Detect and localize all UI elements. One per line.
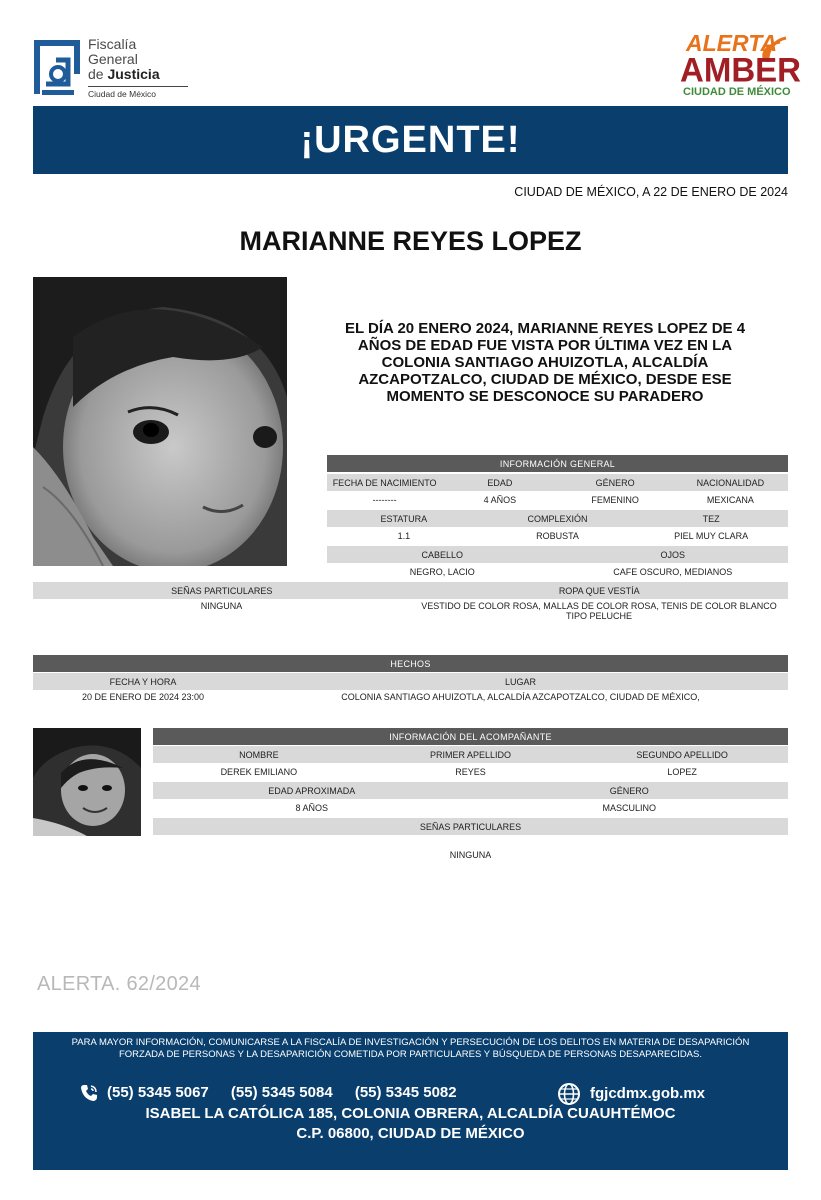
- companion-name-value: DEREK EMILIANO: [220, 767, 298, 777]
- datetime-value: 20 DE ENERO DE 2024 23:00: [81, 692, 205, 702]
- phone-number-2[interactable]: (55) 5345 5084: [230, 1084, 333, 1101]
- globe-icon: [557, 1082, 581, 1106]
- disappearance-description: EL DÍA 20 ENERO 2024, MARIANNE REYES LOPEZ DE 4 AÑOS DE EDAD FUE VISTA POR ÚLTIMA VEZ EN LA COLONIA SANTIAGO AHUIZOTLA, ALCALDÍA AZCAPOTZALCO, CIUDAD DE MÉXICO, DESDE ESE MOMENTO SE DESCONOCE SU PARADERO: [344, 320, 746, 405]
- clothes-value-line1: VESTIDO DE COLOR ROSA, MALLAS DE COLOR ROSA, TENIS DE COLOR BLANCO: [421, 601, 777, 611]
- height-label: ESTATURA: [380, 513, 428, 524]
- build-label: COMPLEXIÓN: [527, 513, 588, 524]
- amber-logo-line1: ALERTA: [686, 30, 778, 56]
- phone-numbers: [107, 1084, 475, 1101]
- marks-clothes-labels-row: [33, 582, 788, 599]
- clothes-label: ROPA QUE VESTÍA: [558, 585, 640, 596]
- hair-label: CABELLO: [421, 549, 464, 560]
- companion-surname2-value: LOPEZ: [667, 767, 697, 777]
- companion-age-values-row: [153, 801, 788, 815]
- phone-number-1[interactable]: (55) 5345 5067: [107, 1084, 209, 1101]
- companion-surname1-label: PRIMER APELLIDO: [429, 749, 512, 760]
- build-value: ROBUSTA: [536, 531, 579, 541]
- companion-age-value: 8 AÑOS: [295, 803, 328, 813]
- companion-surname1-value: REYES: [455, 767, 486, 777]
- companion-header: INFORMACIÓN DEL ACOMPAÑANTE: [153, 728, 788, 745]
- companion-surname2-label: SEGUNDO APELLIDO: [636, 749, 728, 760]
- facts-labels-row: [33, 673, 788, 690]
- age-value: 4 AÑOS: [483, 495, 517, 505]
- urgent-title: ¡URGENTE!: [300, 118, 521, 161]
- clothes-value-line2: TIPO PELUCHE: [565, 611, 632, 621]
- facts-header: HECHOS: [33, 655, 788, 672]
- general-info-values-row2: [327, 528, 788, 544]
- birthdate-value: --------: [372, 495, 397, 505]
- agency-name-line3-bold: Justicia: [107, 66, 160, 82]
- nationality-value: MEXICANA: [706, 495, 754, 505]
- amber-logo-line3: CIUDAD DE MÉXICO: [683, 86, 791, 98]
- general-info-labels-row1: [327, 474, 788, 491]
- general-info-values-row1: [327, 492, 788, 508]
- fgj-logo: [32, 34, 172, 100]
- companion-gender-label: GÉNERO: [609, 785, 649, 796]
- alert-number: ALERTA. 62/2024: [37, 973, 201, 995]
- general-info-labels-row2: [327, 510, 788, 527]
- general-info-header: INFORMACIÓN GENERAL: [327, 455, 788, 472]
- amber-logo-line2: AMBER: [680, 50, 801, 89]
- footer-info-line1: PARA MAYOR INFORMACIÓN, COMUNICARSE A LA FISCALÍA DE INVESTIGACIÓN Y PERSECUCIÓN DE LOS DELITOS EN MATERIA DE DESAPARICIÓN: [71, 1037, 750, 1048]
- footer-info-line2: FORZADA DE PERSONAS Y LA DESAPARICIÓN COMETIDA POR PARTICULARES Y BÚSQUEDA DE PERSONAS DESAPARECIDAS.: [118, 1049, 702, 1060]
- companion-age-label: EDAD APROXIMADA: [268, 785, 356, 796]
- general-info-values-row3: [327, 564, 788, 580]
- height-value: 1.1: [397, 531, 411, 541]
- companion-gender-value: MASCULINO: [602, 803, 656, 813]
- companion-name-label: NOMBRE: [239, 749, 279, 760]
- phone-icon: [79, 1083, 99, 1103]
- marks-label: SEÑAS PARTICULARES: [171, 585, 273, 596]
- footer-info: [33, 1037, 788, 1061]
- address-line1: ISABEL LA CATÓLICA 185, COLONIA OBRERA, ALCALDÍA CUAUHTÉMOC: [145, 1105, 676, 1122]
- companion-photo: [33, 728, 141, 836]
- companion-age-labels-row: [153, 782, 788, 799]
- marks-value: NINGUNA: [200, 601, 243, 611]
- gender-label: GÉNERO: [595, 477, 635, 488]
- birthdate-label: FECHA DE NACIMIENTO: [332, 477, 437, 488]
- companion-marks-label: SEÑAS PARTICULARES: [153, 818, 788, 835]
- companion-name-labels-row: [153, 746, 788, 763]
- gender-value: FEMENINO: [591, 495, 639, 505]
- facts-values-row: [33, 691, 788, 703]
- eyes-label: OJOS: [660, 549, 685, 560]
- footer: [33, 1032, 788, 1170]
- missing-person-name: MARIANNE REYES LOPEZ: [239, 226, 582, 256]
- website-link[interactable]: fgjcdmx.gob.mx: [590, 1085, 706, 1102]
- skin-value: PIEL MUY CLARA: [674, 531, 749, 541]
- nationality-label: NACIONALIDAD: [696, 477, 765, 488]
- urgent-banner: [33, 106, 788, 174]
- address-line2: C.P. 06800, CIUDAD DE MÉXICO: [296, 1125, 525, 1142]
- fgj-emblem-icon: [32, 34, 82, 98]
- datetime-label: FECHA Y HORA: [109, 676, 177, 687]
- agency-name-line3: [88, 67, 160, 82]
- age-label: EDAD: [487, 477, 513, 488]
- place-label: LUGAR: [504, 676, 536, 687]
- amber-alert-logo: [680, 30, 801, 102]
- general-info-labels-row3: [327, 546, 788, 563]
- agency-name-line1: Fiscalía: [88, 36, 137, 52]
- phone-number-3[interactable]: (55) 5345 5082: [354, 1084, 457, 1101]
- companion-name-values-row: [153, 765, 788, 779]
- agency-divider: [88, 86, 188, 87]
- agency-city: Ciudad de México: [88, 89, 157, 99]
- missing-person-photo: [33, 277, 287, 566]
- companion-marks-value: NINGUNA: [449, 850, 492, 860]
- agency-name-line2: General: [88, 51, 138, 67]
- skin-label: TEZ: [702, 513, 720, 524]
- date-line: CIUDAD DE MÉXICO, A 22 DE ENERO DE 2024: [514, 185, 788, 199]
- place-value: COLONIA SANTIAGO AHUIZOTLA, ALCALDÍA AZCAPOTZALCO, CIUDAD DE MÉXICO,: [341, 692, 700, 702]
- eyes-value: CAFE OSCURO, MEDIANOS: [613, 567, 733, 577]
- agency-name-line3-prefix: de: [88, 66, 108, 82]
- hair-value: NEGRO, LACIO: [409, 567, 475, 577]
